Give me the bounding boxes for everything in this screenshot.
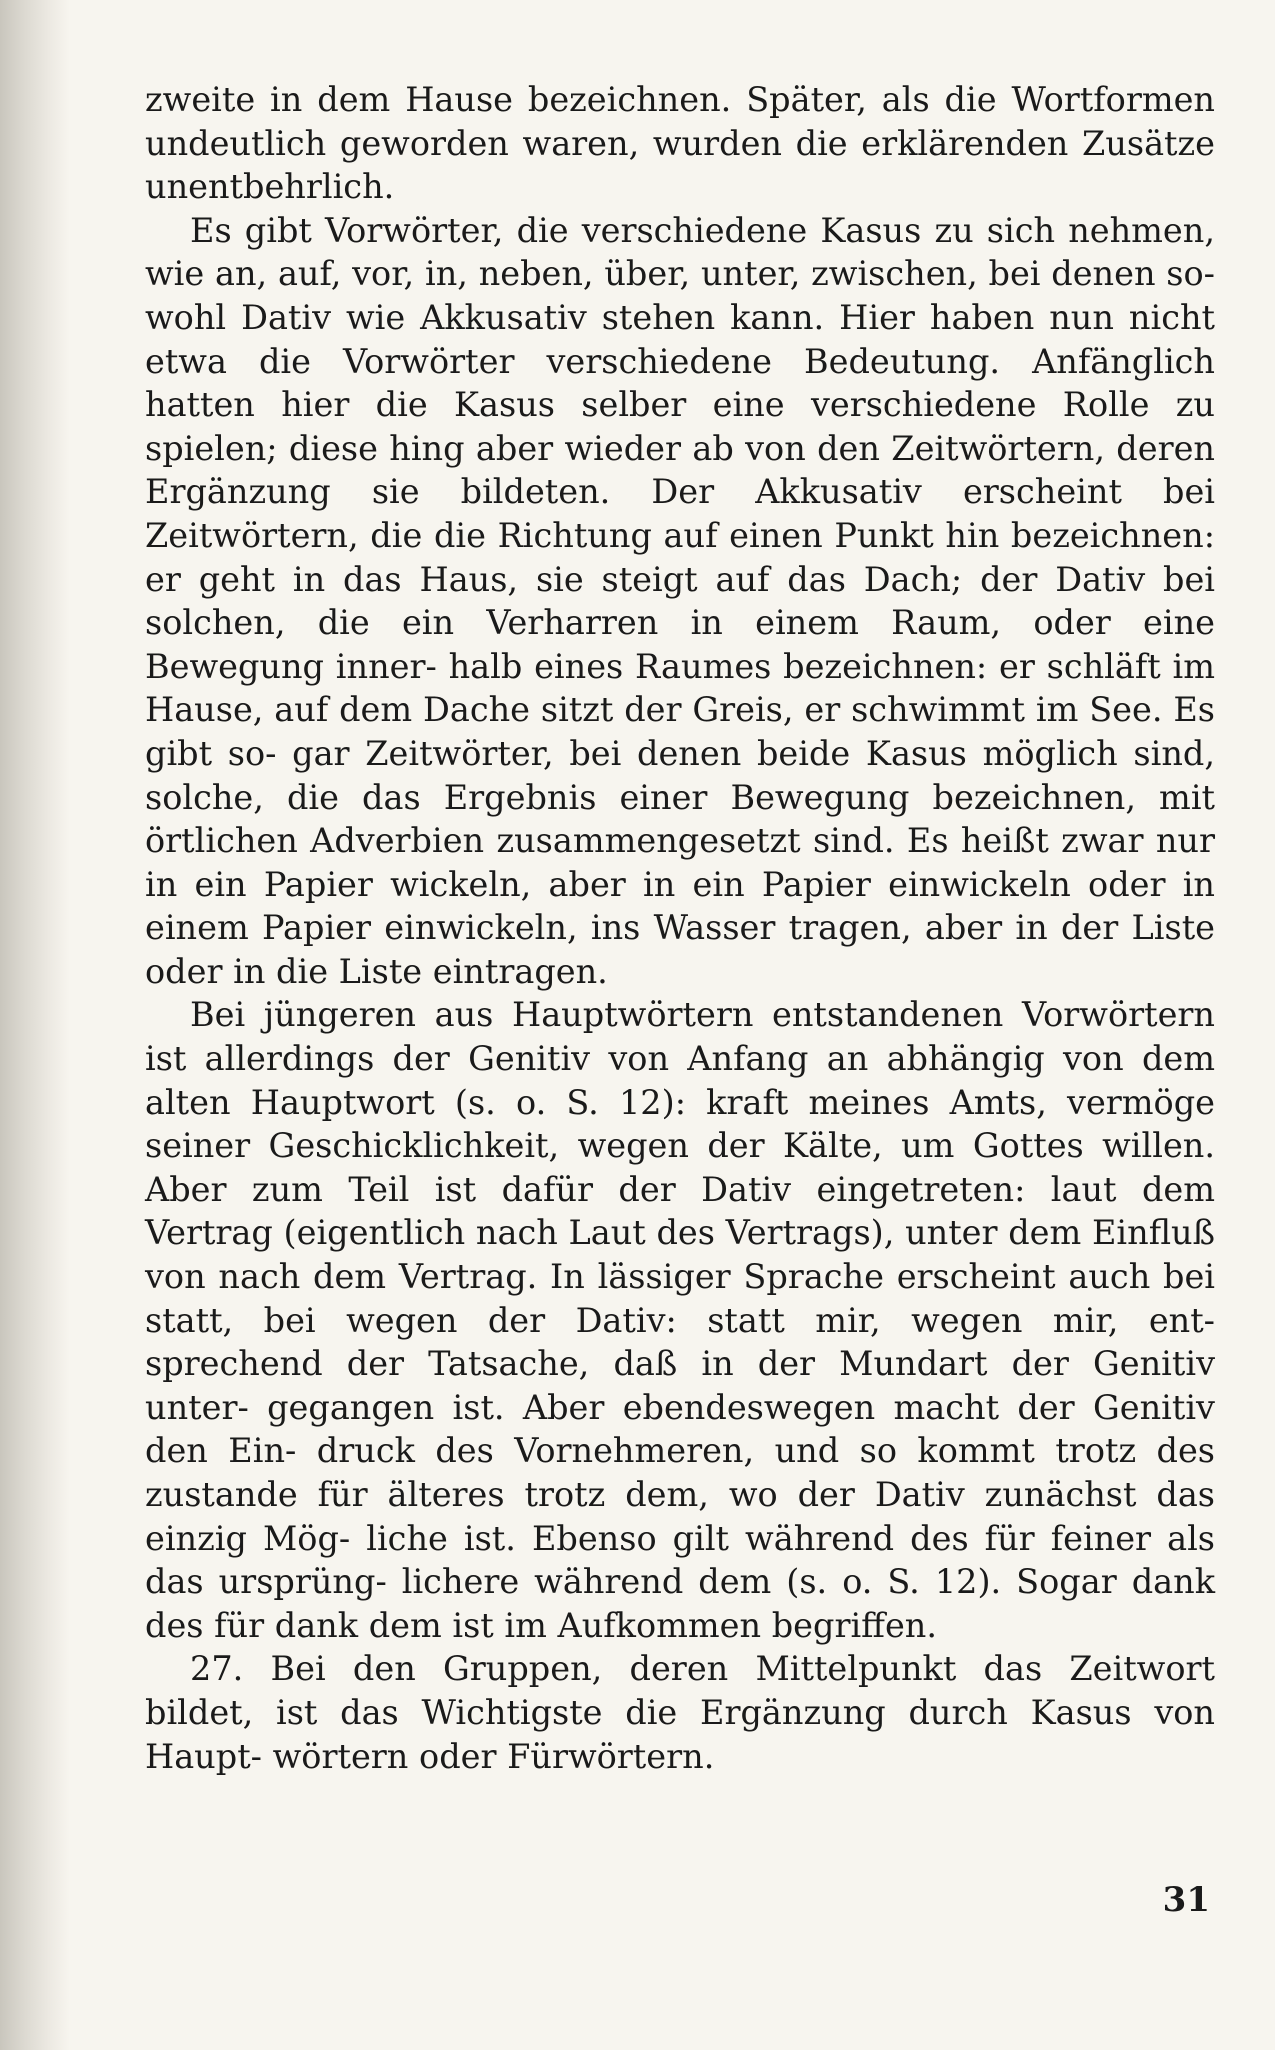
paragraph-1: zweite in dem Hause bezeichnen. Später, als die Wortformen undeutlich geworden waren, wurden die erklärenden Zusätze unentbehrlich. — [145, 80, 1215, 207]
paragraph-2: Es gibt Vorwörter, die verschiedene Kasus zu sich nehmen, wie an, auf, vor, in, neben, über, unter, zwischen, bei denen so- wohl Dativ wie Akkusativ stehen kann. Hier haben nun nicht etwa die Vorwörter verschiedene Bedeutung. Anfänglich hatten hier die Kasus selber eine verschiedene Rolle zu spielen; diese hing aber wieder ab von den Zeitwörtern, deren Ergänzung sie bildeten. Der Akkusativ erscheint bei Zeitwörtern, die die Richtung auf einen Punkt hin bezeichnen: er geht in das Haus, sie steigt auf das Dach; der Dativ bei solchen, die ein Verharren in einem Raum, oder eine Bewegung inner- halb eines Raumes bezeichnen: er schläft im Hause, auf dem Dache sitzt der Greis, er schwimmt im See. Es gibt so- gar Zeitwörter, bei denen beide Kasus möglich sind, solche, die das Ergebnis einer Bewegung bezeichnen, mit örtlichen Adverbien zusammengesetzt sind. Es heißt zwar nur in ein Papier wickeln, aber in ein Papier einwickeln oder in einem Papier einwickeln, ins Wasser tragen, aber in der Liste oder in die Liste eintragen. — [145, 210, 1215, 991]
page-number: 31 — [1162, 1880, 1210, 1920]
page-gutter-shadow — [0, 0, 70, 2050]
paragraph-3: Bei jüngeren aus Hauptwörtern entstandenen Vorwörtern ist allerdings der Genitiv von Anfang an abhängig von dem alten Hauptwort (s. o. S. 12): kraft meines Amts, vermöge seiner Geschicklichkeit, wegen der Kälte, um Gottes willen. Aber zum Teil ist dafür der Dativ eingetreten: laut dem Vertrag (eigentlich nach Laut des Vertrags), unter dem Einfluß von nach dem Vertrag. In lässiger Sprache erscheint auch bei statt, bei wegen der Dativ: statt mir, wegen mir, ent- sprechend der Tatsache, daß in der Mundart der Genitiv unter- gegangen ist. Aber ebendeswegen macht der Genitiv den Ein- druck des Vornehmeren, und so kommt trotz des zustande für älteres trotz dem, wo der Dativ zunächst das einzig Mög- liche ist. Ebenso gilt während des für feiner als das ursprüng- lichere während dem (s. o. S. 12). Sogar dank des für dank dem ist im Aufkommen begriffen. — [145, 995, 1215, 1645]
body-text — [145, 78, 1215, 1778]
paragraph-4-section-27: 27. Bei den Gruppen, deren Mittelpunkt das Zeitwort bildet, ist das Wichtigste die Ergänzung durch Kasus von Haupt- wörtern oder Fürwörtern. — [145, 1649, 1215, 1776]
